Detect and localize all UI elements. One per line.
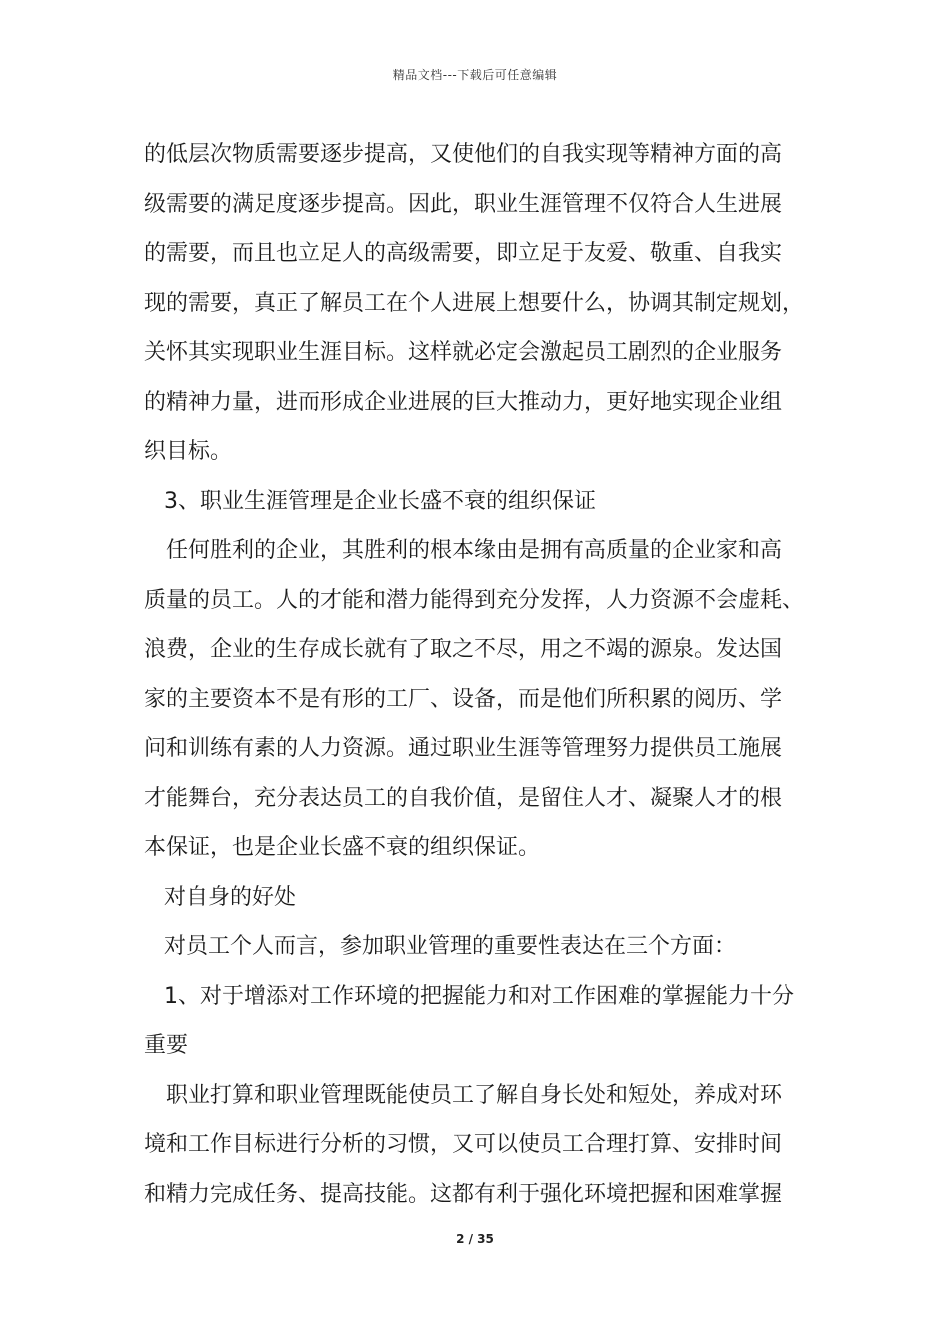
paragraph-line: 家的主要资本不是有形的工厂、设备，而是他们所积累的阅历、学 (144, 686, 783, 712)
paragraph-line: 重要 (144, 1033, 189, 1058)
document-body (144, 130, 814, 1219)
paragraph-line: 对员工个人而言，参加职业管理的重要性表达在三个方面： (164, 934, 737, 959)
paragraph-line: 关怀其实现职业生涯目标。这样就必定会激起员工剧烈的企业服务 (144, 340, 783, 365)
paragraph-line: 级需要的满足度逐步提高。因此，职业生涯管理不仅符合人生进展 (144, 191, 783, 217)
paragraph-line: 质量的员工。人的才能和潜力能得到充分发挥，人力资源不会虚耗、 (144, 587, 805, 613)
paragraph-line: 职业打算和职业管理既能使员工了解自身长处和短处，养成对环 (166, 1082, 783, 1108)
paragraph-line: 任何胜利的企业，其胜利的根本缘由是拥有高质量的企业家和高 (166, 538, 783, 563)
page-number: 2 / 35 (456, 1232, 494, 1246)
section-heading: 1、对于增添对工作环境的把握能力和对工作困难的掌握能力十分 (164, 983, 794, 1009)
paragraph-line: 浪费，企业的生存成长就有了取之不尽，用之不竭的源泉。发达国 (144, 637, 783, 662)
paragraph-line: 织目标。 (144, 439, 233, 464)
paragraph-line: 现的需要，真正了解员工在个人进展上想要什么，协调其制定规划， (144, 290, 805, 316)
paragraph-line: 才能舞台，充分表达员工的自我价值，是留住人才、凝聚人才的根 (144, 785, 783, 811)
paragraph-line: 和精力完成任务、提高技能。这都有利于强化环境把握和困难掌握 (144, 1181, 783, 1207)
section-heading: 对自身的好处 (164, 884, 297, 910)
paragraph-line: 的精神力量，进而形成企业进展的巨大推动力，更好地实现企业组 (144, 389, 783, 415)
paragraph-line: 的低层次物质需要逐步提高，又使他们的自我实现等精神方面的高 (144, 142, 783, 167)
paragraph-line: 本保证，也是企业长盛不衰的组织保证。 (144, 835, 541, 860)
page-header: 精品文档---下载后可任意编辑 (392, 68, 558, 82)
section-heading: 3、职业生涯管理是企业长盛不衰的组织保证 (164, 488, 596, 514)
paragraph-line: 问和训练有素的人力资源。通过职业生涯等管理努力提供员工施展 (144, 736, 783, 761)
paragraph-line: 境和工作目标进行分析的习惯，又可以使员工合理打算、安排时间 (144, 1132, 783, 1157)
paragraph-line: 的需要，而且也立足人的高级需要，即立足于友爱、敬重、自我实 (144, 241, 783, 266)
